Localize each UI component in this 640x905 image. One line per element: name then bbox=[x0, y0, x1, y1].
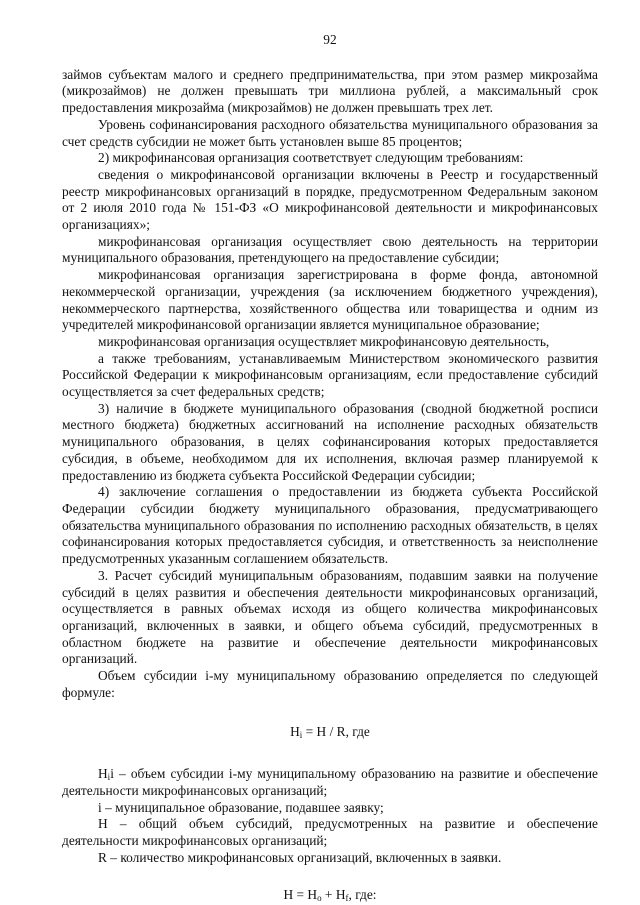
formula-symbol: H bbox=[290, 724, 300, 740]
paragraph: 2) микрофинансовая организация соответствует следующим требованиям: bbox=[98, 150, 524, 166]
page-number: 92 bbox=[323, 32, 337, 47]
paragraph: Уровень софинансирования расходного обязательства муниципального образования за счет средств субсидии не может быть установлен выше 85 процентов; bbox=[62, 116, 598, 149]
definition-hi bbox=[62, 766, 598, 799]
definition-i: i – муниципальное образование, подавшее заявку; bbox=[98, 799, 384, 815]
definition-r: R – количество микрофинансовых организаций, включенных в заявки. bbox=[98, 849, 502, 865]
formula-rest: = H / R, где bbox=[302, 724, 370, 740]
definition-h: H – общий объем субсидий, предусмотренных на развитие и обеспечение деятельности микрофинансовых организаций; bbox=[62, 816, 598, 848]
paragraph: микрофинансовая организация зарегистрирована в форме фонда, автономной некоммерческой организации, учреждения (за исключением бюджетного учреждения), некоммерческого партнерства, хозяйственного общества или товарищества и одним из учредителей микрофинансовой организации является муниципальное образование; bbox=[62, 267, 598, 333]
formula-part: + H bbox=[321, 887, 346, 903]
formula-subsidy-share bbox=[62, 724, 598, 741]
formula-part: , где: bbox=[348, 887, 377, 903]
paragraph: микрофинансовая организация осуществляет микрофинансовую деятельность, bbox=[98, 333, 550, 349]
paragraph: 4) заключение соглашения о предоставлении из бюджета субъекта Российской Федерации субсидии бюджету муниципального образования, предусматривающего обязательства муниципального образования по исполнению расходных обязательств, в целях софинансирования которых предоставляется субсидия, и ответственность за неисполнение предусмотренных указанным соглашением обязательств. bbox=[62, 484, 598, 567]
body-text bbox=[62, 67, 598, 702]
paragraph: микрофинансовая организация осуществляет свою деятельность на территории муниципального образования, претендующего на предоставление субсидии; bbox=[62, 233, 598, 266]
paragraph: займов субъектам малого и среднего предпринимательства, при этом размер микрозайма (микрозаймов) не должен превышать три миллиона рублей, а максимальный срок предоставления микрозайма (микрозаймов) не должен превышать трех лет. bbox=[62, 66, 598, 116]
definition-subscript: i bbox=[107, 772, 111, 783]
definition-text: i – объем субсидии i-му муниципальному образованию на развитие и обеспечение деятельности микрофинансовых организаций; bbox=[62, 766, 598, 798]
paragraph: Объем субсидии i-му муниципальному образованию определяется по следующей формуле: bbox=[62, 668, 598, 700]
paragraph: сведения о микрофинансовой организации включены в Реестр и государственный реестр микрофинансовых организаций в порядке, предусмотренном Федеральным законом от 2 июля 2010 года № 151-ФЗ «О микрофинансовой деятельности и микрофинансовых организациях»; bbox=[62, 166, 598, 233]
formula-subscript: f bbox=[345, 893, 349, 904]
formula-subscript: i bbox=[299, 730, 303, 741]
paragraph: а также требованиям, устанавливаемым Министерством экономического развития Российской Федерации к микрофинансовым организациям, если предоставление субсидий осуществляется за счет федеральных средств; bbox=[62, 350, 598, 400]
formula-part: H = H bbox=[283, 887, 318, 903]
formula-total bbox=[62, 887, 598, 904]
paragraph: 3. Расчет субсидий муниципальным образованиям, подавшим заявки на получение субсидий в целях развития и обеспечения деятельности микрофинансовых организаций, осуществляется в равных объемах исходя из общего количества микрофинансовых организаций, включенных в заявки, и общего объема субсидий, предусмотренных в областном бюджете на развитие и обеспечение деятельности микрофинансовых организаций. bbox=[62, 567, 598, 667]
definition-symbol: H bbox=[98, 766, 108, 782]
paragraph: 3) наличие в бюджете муниципального образования (сводной бюджетной росписи местного бюджета) бюджетных ассигнований на исполнение расходных обязательств муниципального образования, в целях софинансирования которых предоставляется субсидия, в объеме, необходимом для их исполнения, включая размер планируемой к предоставлению из бюджета субъекта Российской Федерации субсидии; bbox=[62, 400, 598, 483]
formula-subscript: о bbox=[317, 893, 322, 904]
